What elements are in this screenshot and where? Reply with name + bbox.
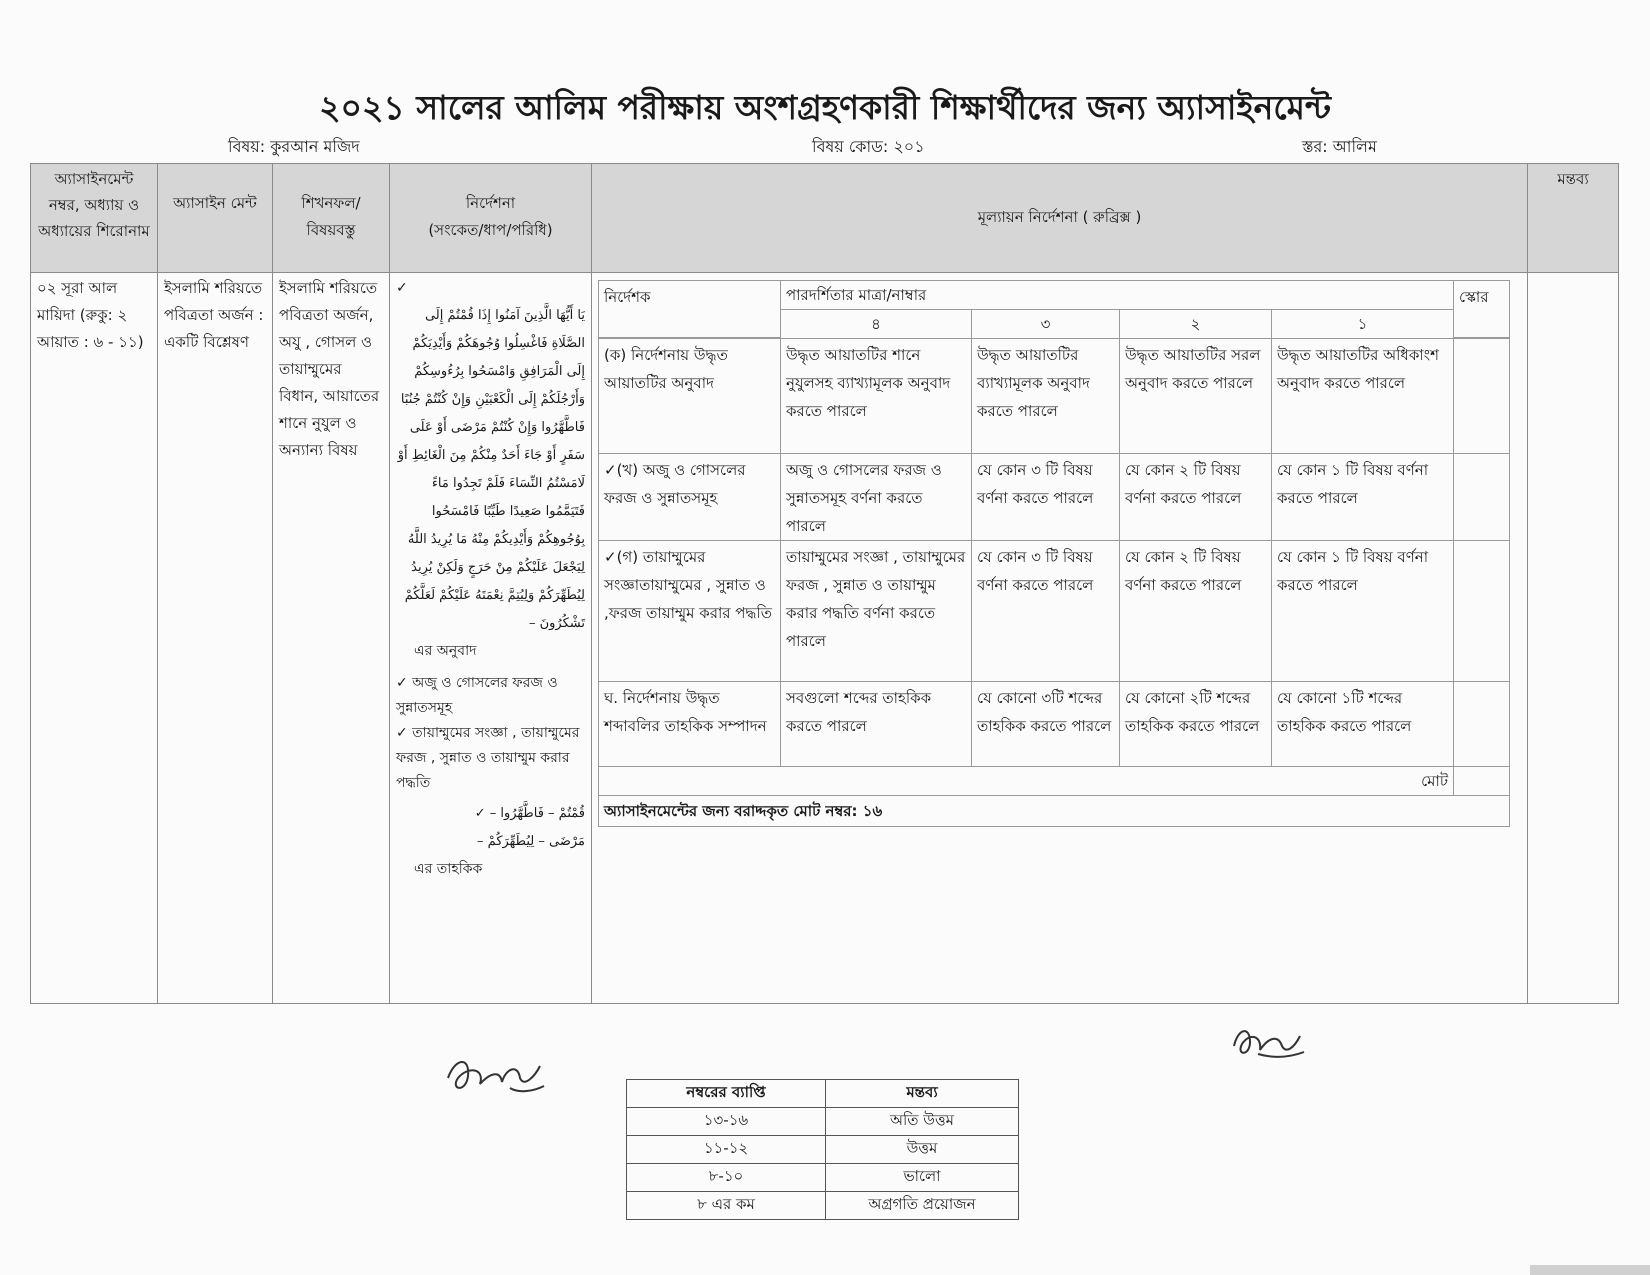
scan-shadow (1530, 1265, 1650, 1275)
rubric-cell: যে কোন ১ টি বিষয় বর্ণনা করতে পারলে (1271, 453, 1454, 541)
tahkik-words-2: مَرْضَى – لِيُطَهِّرَكُمْ – (477, 834, 585, 849)
page-title: ২০২১ সালের আলিম পরীক্ষায় অংশগ্রহণকারী শিক্ষার্থীদের জন্য অ্যাসাইনমেন্ট (319, 88, 1331, 127)
grade-comment-header: মন্তব্য (826, 1080, 1019, 1108)
header-instructions-sub: (সংকেত/ধাপ/পরিধি) (428, 221, 553, 239)
level-2: ২ (1119, 309, 1272, 339)
header-evaluation: মূল্যায়ন নির্দেশনা ( রুব্রিক্স ) (591, 163, 1528, 273)
rubric-cell: উদ্ধৃত আয়াতটির সরল অনুবাদ করতে পারলে (1119, 338, 1272, 454)
grade-range: ৮-১০ (627, 1164, 826, 1192)
signature-left (440, 1048, 550, 1103)
tahkik-note: এর তাহকিক (414, 861, 483, 877)
rubric-cell: যে কোন ৩ টি বিষয় বর্ণনা করতে পারলে (971, 540, 1120, 682)
grade-comment: অগ্রগতি প্রয়োজন (826, 1192, 1019, 1220)
rubric-cell: যে কোন ৩ টি বিষয় বর্ণনা করতে পারলে (971, 453, 1120, 541)
signature-right (1228, 1018, 1310, 1066)
instruction-item: ✓ তায়াম্মুমের সংজ্ঞা , তায়াম্মুমের ফরজ , সুন্নাত ও তায়াম্মুম করার পদ্ধতি (396, 725, 580, 791)
rubric-cell: যে কোনো ৩টি শব্দের তাহকিক করতে পারলে (971, 681, 1120, 767)
header-instructions-title: নির্দেশনা (465, 194, 516, 212)
comment-cell (1527, 272, 1619, 1004)
assignment-chapter: ০২ সূরা আল মায়িদা (রুকু: ২ আয়াত : ৬ - ১১) (30, 272, 158, 1004)
rubric-criteria: (ক) নির্দেশনায় উদ্ধৃত আয়াতটির অনুবাদ (598, 338, 781, 454)
grade-comment: উত্তম (826, 1136, 1019, 1164)
subject-label: বিষয়: কুরআন মজিদ (228, 137, 360, 156)
grade-table (626, 1079, 1019, 1220)
score-cell[interactable] (1453, 681, 1510, 767)
tahkik-words-1: قُمْتُمْ – فَاطَّهَّرُوا – ✓ (474, 806, 585, 821)
instruction-item: ✓ অজু ও গোসলের ফরজ ও সুন্নাতসমূহ (396, 675, 558, 716)
rubric-criteria-header: নির্দেশক (598, 280, 781, 338)
rubric-cell: তায়াম্মুমের সংজ্ঞা , তায়াম্মুমের ফরজ , সুন্নাত ও তায়াম্মুম করার পদ্ধতি বর্ণনা করতে পারলে (780, 540, 972, 682)
grade-range: ১৩-১৬ (627, 1108, 826, 1136)
ayah-arabic: يَا أَيُّهَا الَّذِينَ آمَنُوا إِذَا قُمْتُمْ إِلَى الصَّلَاةِ فَاغْسِلُوا وُجُوهَكُمْ وَأَيْدِيَكُمْ إِلَى الْمَرَافِقِ وَامْسَحُوا بِرُءُوسِكُمْ وَأَرْجُلَكُمْ إِلَى الْكَعْبَيْنِ وَإِنْ كُنْتُمْ جُنُبًا فَاطَّهَّرُوا وَإِنْ كُنْتُمْ مَرْضَى أَوْ عَلَى سَفَرٍ أَوْ جَاءَ أَحَدٌ مِنْكُمْ مِنَ الْغَائِطِ أَوْ لَامَسْتُمُ النِّسَاءَ فَلَمْ تَجِدُوا مَاءً فَتَيَمَّمُوا صَعِيدًا طَيِّبًا فَامْسَحُوا بِوُجُوهِكُمْ وَأَيْدِيكُمْ مِنْهُ مَا يُرِيدُ اللَّهُ لِيَجْعَلَ عَلَيْكُمْ مِنْ حَرَجٍ وَلَكِنْ يُرِيدُ لِيُطَهِّرَكُمْ وَلِيُتِمَّ نِعْمَتَهُ عَلَيْكُمْ لَعَلَّكُمْ تَشْكُرُونَ – (397, 308, 585, 631)
total-score-cell[interactable] (1453, 766, 1510, 796)
header-assignment-number: অ্যাসাইনমেন্ট নম্বর, অধ্যায় ও অধ্যায়ের শিরোনাম (30, 163, 158, 273)
rubric-cell: যে কোন ২ টি বিষয় বর্ণনা করতে পারলে (1119, 453, 1272, 541)
grade-range: ৮ এর কম (627, 1192, 826, 1220)
grade-range: ১১-১২ (627, 1136, 826, 1164)
rubric-cell: উদ্ধৃত আয়াতটির অধিকাংশ অনুবাদ করতে পারলে (1271, 338, 1454, 454)
assignment-topic: ইসলামি শরিয়তে পবিত্রতা অর্জন : একটি বিশ্লেষণ (157, 272, 273, 1004)
check-mark: ✓ (396, 280, 408, 296)
header-comment: মন্তব্য (1527, 163, 1619, 273)
rubric-cell: যে কোন ১ টি বিষয় বর্ণনা করতে পারলে (1271, 540, 1454, 682)
header-learning-outcome: শিখনফল/ বিষয়বস্তু (272, 163, 390, 273)
rubric-cell: উদ্ধৃত আয়াতটির শানে নুযুলসহ ব্যাখ্যামূলক অনুবাদ করতে পারলে (780, 338, 972, 454)
learning-outcome: ইসলামি শরিয়তে পবিত্রতা অর্জন, অযু , গোসল ও তায়াম্মুমের বিধান, আয়াতের শানে নুযুল ও অন্যান্য বিষয় (272, 272, 390, 1004)
rubric-performance-header: পারদর্শিতার মাত্রা/নাম্বার (780, 280, 1454, 310)
header-instructions (389, 163, 592, 273)
instructions (389, 272, 592, 1004)
rubric-cell: যে কোন ২ টি বিষয় বর্ণনা করতে পারলে (1119, 540, 1272, 682)
grade-comment: ভালো (826, 1164, 1019, 1192)
level-3: ৩ (971, 309, 1120, 339)
subject-code: বিষয় কোড: ২০১ (812, 137, 925, 156)
level-4: ৪ (780, 309, 972, 339)
allocated-marks: অ্যাসাইনমেন্টের জন্য বরাদ্দকৃত মোট নম্বর: ১৬ (598, 795, 1510, 827)
rubric-cell: সবগুলো শব্দের তাহকিক করতে পারলে (780, 681, 972, 767)
total-label: মোট (598, 766, 1454, 796)
score-cell[interactable] (1453, 453, 1510, 541)
rubric-criteria: ঘ. নির্দেশনায় উদ্ধৃত শব্দাবলির তাহকিক সম্পাদন (598, 681, 781, 767)
rubric-cell: উদ্ধৃত আয়াতটির ব্যাখ্যামূলক অনুবাদ করতে পারলে (971, 338, 1120, 454)
rubric-cell: অজু ও গোসলের ফরজ ও সুন্নাতসমূহ বর্ণনা করতে পারলে (780, 453, 972, 541)
rubric-cell: যে কোনো ১টি শব্দের তাহকিক করতে পারলে (1271, 681, 1454, 767)
header-assignment: অ্যাসাইন মেন্ট (157, 163, 273, 273)
level-label: স্তর: আলিম (1302, 137, 1377, 156)
score-cell[interactable] (1453, 540, 1510, 682)
score-cell[interactable] (1453, 338, 1510, 454)
translation-note: এর অনুবাদ (414, 643, 477, 659)
rubric-cell: যে কোনো ২টি শব্দের তাহকিক করতে পারলে (1119, 681, 1272, 767)
rubric-score-header: স্কোর (1453, 280, 1510, 338)
rubric-criteria: ✓(গ) তায়াম্মুমের সংজ্ঞাতায়াম্মুমের , সুন্নাত ও ,ফরজ তায়াম্মুম করার পদ্ধতি (598, 540, 781, 682)
grade-comment: অতি উত্তম (826, 1108, 1019, 1136)
grade-range-header: নম্বরের ব্যাপ্তি (627, 1080, 826, 1108)
level-1: ১ (1271, 309, 1454, 339)
rubric-criteria: ✓(খ) অজু ও গোসলের ফরজ ও সুন্নাতসমূহ (598, 453, 781, 541)
